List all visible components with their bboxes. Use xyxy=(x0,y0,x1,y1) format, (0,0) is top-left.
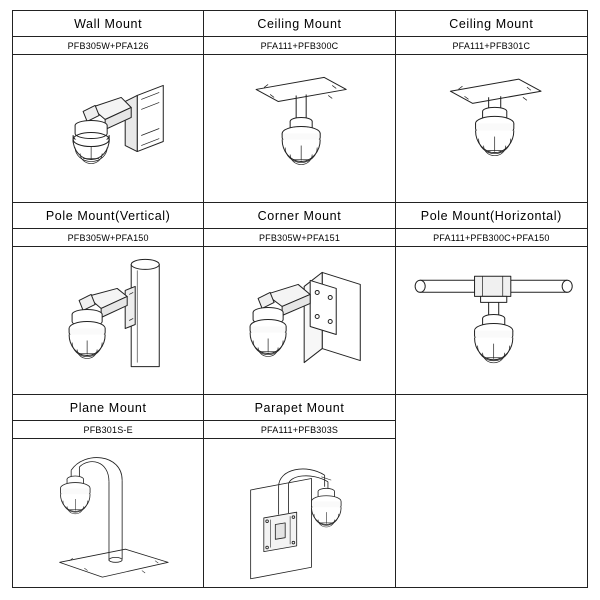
ptz-camera-ceiling-pendant-icon xyxy=(204,55,394,202)
mount-cell-corner-mount xyxy=(204,203,395,395)
ptz-camera-parapet-gooseneck-icon xyxy=(204,439,394,587)
mount-model: PFB301S-E xyxy=(13,421,203,439)
mount-title: Parapet Mount xyxy=(204,395,394,421)
mount-model: PFA111+PFB301C xyxy=(396,37,587,55)
mount-model: PFA111+PFB300C xyxy=(204,37,394,55)
mount-cell-parapet-mount xyxy=(204,395,395,587)
mount-cell-pole-mount-vertical xyxy=(13,203,204,395)
mount-cell-wall-mount xyxy=(13,11,204,203)
ptz-camera-vertical-pole-icon xyxy=(13,247,203,394)
mount-title: Ceiling Mount xyxy=(204,11,394,37)
mount-cell-plane-mount xyxy=(13,395,204,587)
mount-title: Pole Mount(Horizontal) xyxy=(396,203,587,229)
ptz-camera-ceiling-plate-icon xyxy=(396,55,587,202)
mount-cell-empty xyxy=(396,395,587,587)
mount-model: PFB305W+PFA150 xyxy=(13,229,203,247)
mount-model: PFB305W+PFA151 xyxy=(204,229,394,247)
mount-cell-ceiling-mount-301c xyxy=(396,11,587,203)
mount-cell-ceiling-mount-300c xyxy=(204,11,395,203)
mount-cell-pole-mount-horizontal xyxy=(396,203,587,395)
ptz-camera-corner-bracket-icon xyxy=(204,247,394,394)
mount-title: Corner Mount xyxy=(204,203,394,229)
mount-title: Ceiling Mount xyxy=(396,11,587,37)
mount-model: PFA111+PFB300C+PFA150 xyxy=(396,229,587,247)
mount-title: Wall Mount xyxy=(13,11,203,37)
mount-title: Plane Mount xyxy=(13,395,203,421)
mounting-options-grid xyxy=(12,10,588,588)
ptz-camera-gooseneck-base-plate-icon xyxy=(13,439,203,587)
mount-model: PFA111+PFB303S xyxy=(204,421,394,439)
ptz-camera-wall-bracket-icon xyxy=(13,55,203,202)
mount-model: PFB305W+PFA126 xyxy=(13,37,203,55)
ptz-camera-horizontal-pole-icon xyxy=(396,247,587,394)
mount-title: Pole Mount(Vertical) xyxy=(13,203,203,229)
